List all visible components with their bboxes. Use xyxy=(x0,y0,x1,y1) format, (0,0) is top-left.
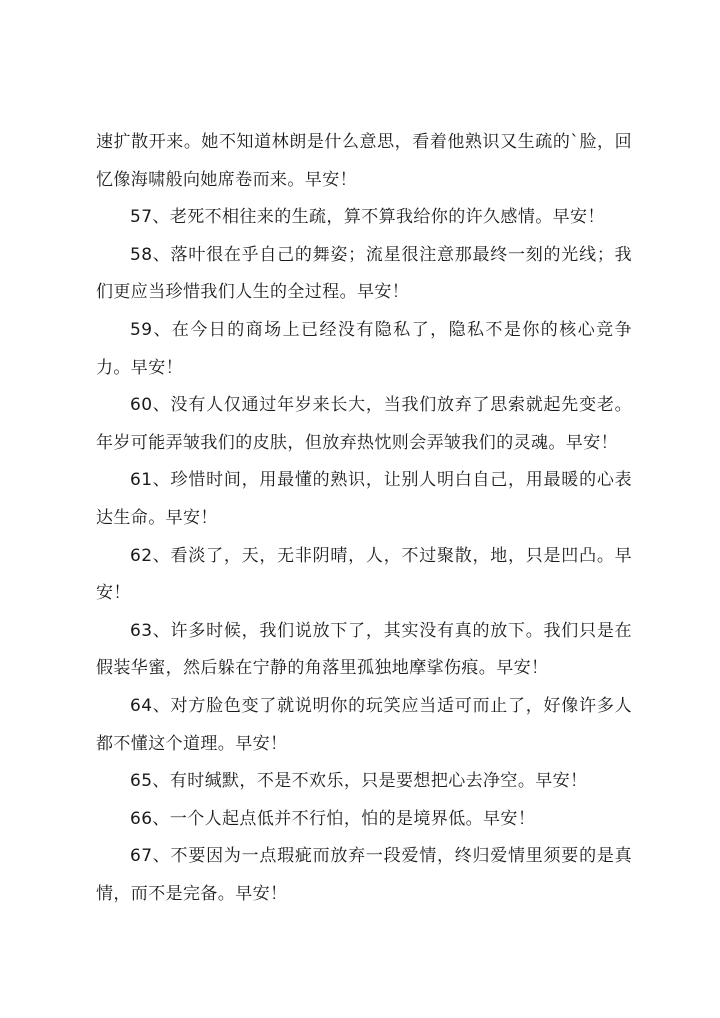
document-body xyxy=(96,124,632,913)
paragraph-67: 67、不要因为一点瑕疵而放弃一段爱情，终归爱情里须要的是真情，而不是完备。早安！ xyxy=(96,846,632,904)
paragraph-62: 62、看淡了，天，无非阴晴，人，不过聚散，地，只是凹凸。早安！ xyxy=(96,545,632,604)
paragraph-66: 66、一个人起点低并不行怕，怕的是境界低。早安！ xyxy=(130,808,536,829)
paragraph-59: 59、在今日的商场上已经没有隐私了，隐私不是你的核心竞争力。早安！ xyxy=(96,319,632,378)
paragraph-61: 61、珍惜时间，用最懂的熟识，让别人明白自己，用最暖的心表达生命。早安！ xyxy=(96,470,632,528)
paragraph-65: 65、有时缄默，不是不欢乐，只是要想把心去净空。早安！ xyxy=(130,771,588,792)
paragraph-60: 60、没有人仅通过年岁来长大，当我们放弃了思索就起先变老。年岁可能弄皱我们的皮肤，但放弃热忱则会弄皱我们的灵魂。早安！ xyxy=(96,395,632,453)
paragraph-58: 58、落叶很在乎自己的舞姿；流星很注意那最终一刻的光线；我们更应当珍惜我们人生的全过程。早安！ xyxy=(96,244,632,303)
paragraph-57: 57、老死不相往来的生疏，算不算我给你的许久感情。早安！ xyxy=(130,207,605,228)
paragraph-continuation: 速扩散开来。她不知道林朗是什么意思，看着他熟识又生疏的`脸，回忆像海啸般向她席卷而来。早安！ xyxy=(96,132,632,190)
paragraph-63: 63、许多时候，我们说放下了，其实没有真的放下。我们只是在假装华蜜，然后躲在宁静的角落里孤独地摩挲伤痕。早安！ xyxy=(96,620,632,679)
paragraph-64: 64、对方脸色变了就说明你的玩笑应当适可而止了，好像许多人都不懂这个道理。早安！ xyxy=(96,695,632,754)
